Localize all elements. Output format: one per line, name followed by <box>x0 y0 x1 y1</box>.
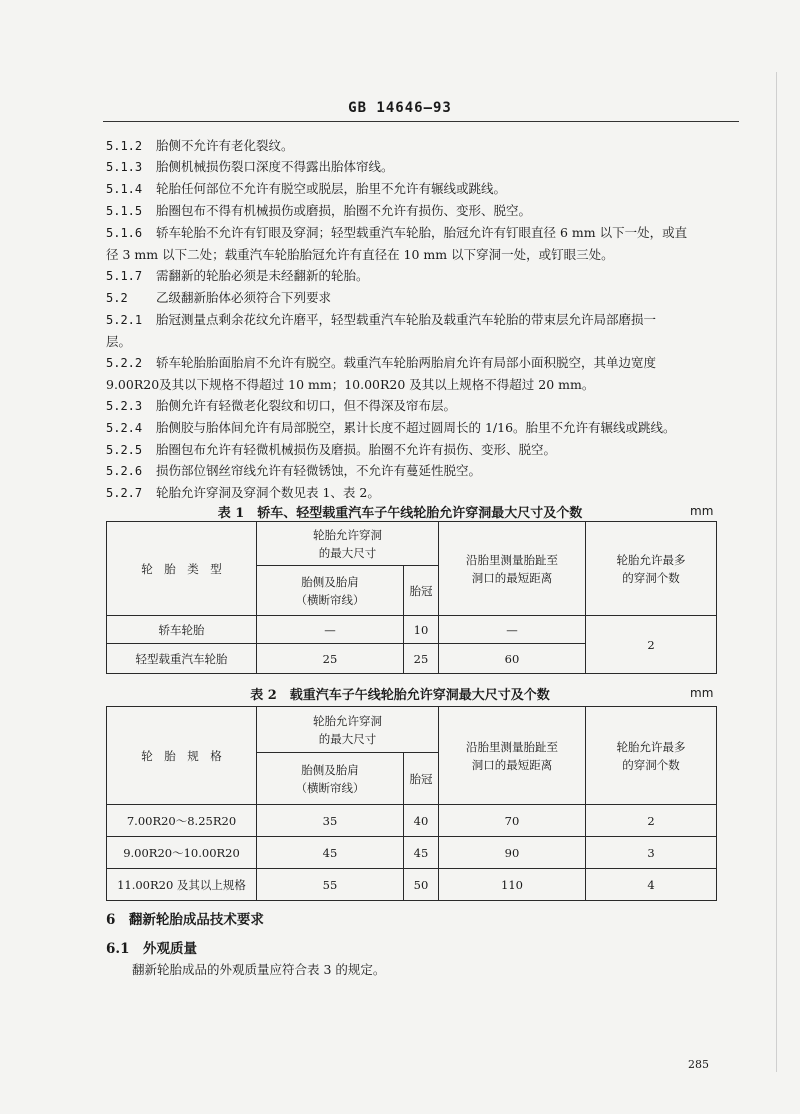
table-row <box>107 837 717 869</box>
clause-number: 5.1.7 <box>106 269 143 283</box>
table2-cell-crown: 50 <box>404 869 439 901</box>
table-row <box>107 805 717 837</box>
clause-number: 5.1.3 <box>106 160 143 174</box>
subsection-title: 外观质量 <box>143 941 197 957</box>
table2-cell-spec: 11.00R20 及其以上规格 <box>107 869 257 901</box>
clause-number: 5.2.5 <box>106 443 143 457</box>
table2-cell-sidewall: 35 <box>257 805 404 837</box>
table2-cell-count: 2 <box>586 805 717 837</box>
clause-text: 胎侧胶与胎体间允许有局部脱空，累计长度不超过圆周长的 1/16。胎里不允许有辗线或跳线。 <box>156 420 676 435</box>
clause-number: 5.2.3 <box>106 399 143 413</box>
table-row <box>107 616 717 644</box>
table2 <box>106 706 717 901</box>
clause-line <box>106 354 746 372</box>
clause-line <box>106 158 746 176</box>
table2-header-crown: 胎冠 <box>404 753 439 805</box>
clause-line <box>106 484 746 502</box>
table2-cell-count: 3 <box>586 837 717 869</box>
clause-text: 轮胎任何部位不允许有脱空或脱层，胎里不允许有辗线或跳线。 <box>156 181 507 196</box>
table1-cell-type: 轻型载重汽车轮胎 <box>107 644 257 674</box>
clause-number: 5.1.5 <box>106 204 143 218</box>
table1-cell-crown: 10 <box>404 616 439 644</box>
table1-header-count: 轮胎允许最多 的穿洞个数 <box>586 522 717 616</box>
table1-cell-distance: — <box>439 616 586 644</box>
subsection-number: 6.1 <box>106 941 130 957</box>
clause-number: 5.2.1 <box>106 313 143 327</box>
clause-text: 胎圈包布允许有轻微机械损伤及磨损。胎圈不允许有损伤、变形、脱空。 <box>156 442 557 457</box>
table1-header-crown: 胎冠 <box>404 566 439 616</box>
clause-line <box>106 289 746 307</box>
body-paragraph: 翻新轮胎成品的外观质量应符合表 3 的规定。 <box>132 962 386 977</box>
table2-header-count: 轮胎允许最多 的穿洞个数 <box>586 707 717 805</box>
clause-continuation: 层。 <box>106 334 132 349</box>
clause-text: 胎圈包布不得有机械损伤或磨损，胎圈不允许有损伤、变形、脱空。 <box>156 203 532 218</box>
clause-number: 5.1.4 <box>106 182 143 196</box>
clause-line <box>106 137 746 155</box>
clause-number: 5.1.2 <box>106 139 143 153</box>
table1-header-distance: 沿胎里测量胎趾至 洞口的最短距离 <box>439 522 586 616</box>
clause-text: 胎侧不允许有老化裂纹。 <box>156 138 294 153</box>
table2-cell-distance: 70 <box>439 805 586 837</box>
subsection-heading <box>106 937 197 957</box>
table2-cell-distance: 110 <box>439 869 586 901</box>
clause-continuation: 9.00R20及其以下规格不得超过 10 mm；10.00R20 及其以上规格不得超过 20 mm。 <box>106 377 595 392</box>
clause-line <box>106 441 746 459</box>
table1-cell-count: 2 <box>586 616 717 674</box>
table1-cell-sidewall: 25 <box>257 644 404 674</box>
clause-line <box>106 202 746 220</box>
table2-cell-count: 4 <box>586 869 717 901</box>
section-title: 翻新轮胎成品技术要求 <box>128 912 264 928</box>
section-heading <box>106 908 264 928</box>
table2-header-distance: 沿胎里测量胎趾至 洞口的最短距离 <box>439 707 586 805</box>
clause-text: 胎侧允许有轻微老化裂纹和切口，但不得深及帘布层。 <box>156 398 457 413</box>
table2-header-maxsize: 轮胎允许穿洞 的最大尺寸 <box>257 707 439 753</box>
table1-header-sidewall: 胎侧及胎肩 （横断帘线） <box>257 566 404 616</box>
clause-text: 乙级翻新胎体必须符合下列要求 <box>156 290 332 305</box>
table2-caption: 表 2 载重汽车子午线轮胎允许穿洞最大尺寸及个数 <box>250 688 550 703</box>
table2-cell-sidewall: 45 <box>257 837 404 869</box>
clause-number: 5.2 <box>106 291 128 305</box>
clause-number: 5.1.6 <box>106 226 143 240</box>
clause-text: 损伤部位钢丝帘线允许有轻微锈蚀，不允许有蔓延性脱空。 <box>156 463 482 478</box>
clause-line <box>106 311 746 329</box>
section-number: 6 <box>106 912 116 928</box>
clause-line <box>106 419 746 437</box>
clause-text: 轿车轮胎胎面胎肩不允许有脱空。载重汽车轮胎两胎肩允许有局部小面积脱空，其单边宽度 <box>156 355 657 370</box>
clause-number: 5.2.7 <box>106 486 143 500</box>
table1-cell-type: 轿车轮胎 <box>107 616 257 644</box>
table2-cell-spec: 9.00R20～10.00R20 <box>107 837 257 869</box>
clause-line <box>106 180 746 198</box>
page-number: 285 <box>688 1058 709 1071</box>
page-edge <box>776 72 777 1072</box>
table2-header-sidewall: 胎侧及胎肩 （横断帘线） <box>257 753 404 805</box>
clause-line <box>106 224 746 242</box>
table1-header-type: 轮 胎 类 型 <box>107 522 257 616</box>
standard-header: GB 14646—93 <box>348 100 452 116</box>
clause-text: 轿车轮胎不允许有钉眼及穿洞；轻型载重汽车轮胎，胎冠允许有钉眼直径 6 mm 以下一处，或直 <box>156 225 688 240</box>
table-row <box>107 869 717 901</box>
table2-cell-crown: 45 <box>404 837 439 869</box>
clause-line <box>106 462 746 480</box>
clause-text: 胎冠测量点剩余花纹允许磨平，轻型载重汽车轮胎及载重汽车轮胎的带束层允许局部磨损一 <box>156 312 657 327</box>
clause-line <box>106 397 746 415</box>
table1-cell-crown: 25 <box>404 644 439 674</box>
clause-continuation: 径 3 mm 以下二处；载重汽车轮胎胎冠允许有直径在 10 mm 以下穿洞一处，或钉眼三处。 <box>106 247 614 262</box>
table1-cell-sidewall: — <box>257 616 404 644</box>
clause-line <box>106 267 746 285</box>
table2-header-spec: 轮 胎 规 格 <box>107 707 257 805</box>
table2-unit: mm <box>690 686 714 700</box>
table2-cell-crown: 40 <box>404 805 439 837</box>
table2-cell-spec: 7.00R20～8.25R20 <box>107 805 257 837</box>
clause-text: 需翻新的轮胎必须是未经翻新的轮胎。 <box>156 268 369 283</box>
table1 <box>106 521 717 674</box>
table2-cell-sidewall: 55 <box>257 869 404 901</box>
table2-cell-distance: 90 <box>439 837 586 869</box>
clause-number: 5.2.2 <box>106 356 143 370</box>
clause-text: 轮胎允许穿洞及穿洞个数见表 1、表 2。 <box>156 485 380 500</box>
clause-text: 胎侧机械损伤裂口深度不得露出胎体帘线。 <box>156 159 394 174</box>
table1-header-maxsize: 轮胎允许穿洞 的最大尺寸 <box>257 522 439 566</box>
table1-unit: mm <box>690 504 714 518</box>
clause-number: 5.2.6 <box>106 464 143 478</box>
table1-caption: 表 1 轿车、轻型载重汽车子午线轮胎允许穿洞最大尺寸及个数 <box>217 506 583 521</box>
header-rule <box>103 121 739 122</box>
table1-cell-distance: 60 <box>439 644 586 674</box>
clause-number: 5.2.4 <box>106 421 143 435</box>
